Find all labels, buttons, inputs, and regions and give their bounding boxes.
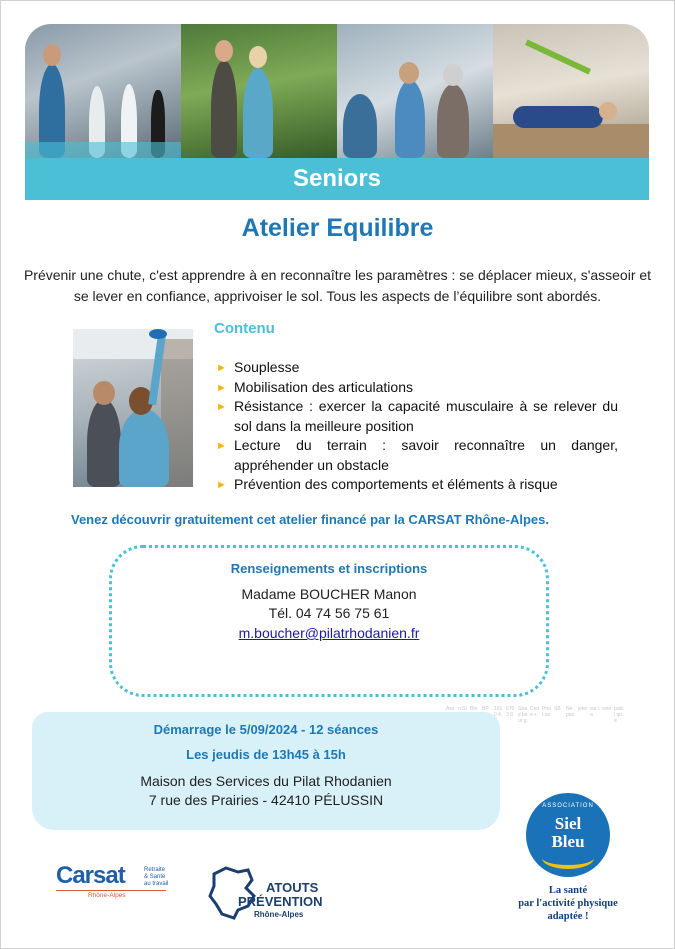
- contact-email-link[interactable]: m.boucher@pilatrhodanien.fr: [238, 625, 420, 641]
- list-item: ► Résistance : exercer la capacité musculaire à se relever du sol dans la meilleure position: [216, 398, 618, 434]
- bullet-arrow-icon: ►: [216, 401, 227, 413]
- page-title: Atelier Equilibre: [241, 214, 434, 242]
- contact-name: Madame BOUCHER Manon: [241, 586, 417, 602]
- funding-notice: Venez découvrir gratuitement cet atelier financé par la CARSAT Rhône-Alpes.: [71, 512, 549, 527]
- faint-photo-credit: Ass n Si Ble BP 1810 4, 6703 8 Stras bour g Cede x Phot os: SB Ne pas jeter sur la voie publi que: [446, 706, 624, 724]
- banner-photo-floor-exercise: [493, 24, 649, 158]
- contenu-list: [216, 358, 618, 495]
- siel-bleu-name: Siel Bleu: [551, 814, 585, 851]
- siel-bleu-association: ASSOCIATION: [542, 803, 594, 809]
- atouts-line3: Rhône-Alpes: [254, 910, 304, 919]
- bullet-arrow-icon: ►: [216, 479, 227, 491]
- carsat-subtitle: Retraite & Santé au travail: [144, 867, 169, 887]
- intro-paragraph: Prévenir une chute, c'est apprendre à en reconnaître les paramètres : se déplacer mieux, s'asseoir et se lever en confiance, apprivoiser le sol. Tous les aspects de l’équilibre sont abordés.: [23, 267, 652, 304]
- contenu-heading: Contenu: [214, 320, 275, 337]
- contact-heading: Renseignements et inscriptions: [230, 561, 428, 576]
- atouts-line1: ATOUTS: [266, 880, 319, 895]
- banner-photo-stretching-group: [337, 24, 493, 158]
- region-map-icon: [208, 866, 260, 920]
- siel-bleu-tagline: La santé par l'activité physique adaptée !: [518, 885, 618, 922]
- atouts-prevention-logo: [208, 866, 323, 926]
- siel-bleu-logo: [526, 793, 610, 877]
- workshop-photo: [73, 329, 193, 487]
- header-banner: [25, 24, 649, 200]
- banner-photo-nordic-walking: [181, 24, 337, 158]
- list-item: ► Prévention des comportements et éléments à risque: [216, 475, 618, 495]
- bullet-arrow-icon: ►: [216, 362, 227, 374]
- banner-photo-gym-class: [25, 24, 181, 158]
- siel-bleu-swoosh: [542, 847, 594, 869]
- banner-photos: [25, 24, 649, 158]
- carsat-underline: [56, 890, 166, 891]
- list-item: ► Souplesse: [216, 358, 618, 378]
- carsat-name: Carsat: [56, 862, 125, 889]
- list-item: ► Lecture du terrain : savoir reconnaître un danger, appréhender un obstacle: [216, 437, 618, 473]
- list-item: ► Mobilisation des articulations: [216, 378, 618, 398]
- banner-title: Seniors: [292, 165, 382, 192]
- carsat-region: Rhône-Alpes: [88, 892, 126, 899]
- schedule-box: [32, 712, 500, 830]
- bullet-arrow-icon: ►: [216, 381, 227, 394]
- schedule-place: Maison des Services du Pilat Rhodanien: [140, 773, 392, 789]
- schedule-days: Les jeudis de 13h45 à 15h: [186, 747, 346, 762]
- schedule-address: 7 rue des Prairies - 42410 PÉLUSSIN: [148, 792, 384, 808]
- contact-box: [109, 545, 549, 697]
- schedule-start: Démarrage le 5/09/2024 - 12 séances: [153, 722, 379, 737]
- atouts-line2: PRÉVENTION: [238, 894, 323, 909]
- banner-title-band: [25, 158, 649, 200]
- contact-email-row: [112, 625, 546, 641]
- bullet-arrow-icon: ►: [216, 440, 227, 452]
- contact-phone: Tél. 04 74 56 75 61: [268, 605, 390, 621]
